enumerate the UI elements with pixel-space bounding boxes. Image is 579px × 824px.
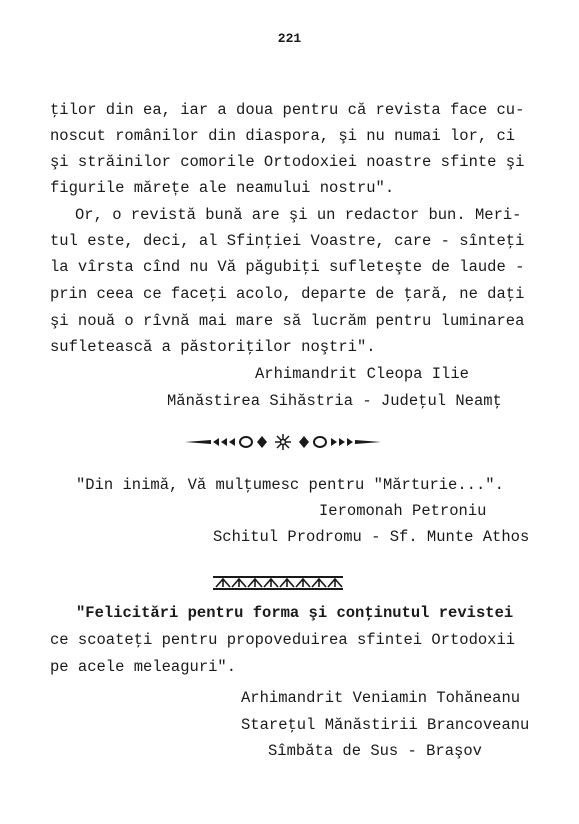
body-line: pe acele meleaguri". [50, 658, 237, 676]
signature-location: Schitul Prodromu - Sf. Munte Athos [213, 528, 530, 546]
signature-location: Mănăstirea Sihăstria - Judeţul Neamţ [167, 392, 502, 410]
body-line: noscut românilor din diaspora, şi nu numai lor, ci [50, 127, 516, 145]
signature-title: Stareţul Mănăstirii Brancoveanu [241, 716, 530, 734]
body-line: Or, o revistă bună are şi un redactor bun. Meri- [75, 206, 522, 224]
body-line: tul este, deci, al Sfinţiei Voastre, care - sînteţi [50, 232, 525, 250]
body-line: şi nouă o rîvnă mai mare să lucrăm pentru luminarea [50, 312, 525, 330]
body-line: figurile mărețe ale neamului nostru". [50, 179, 395, 197]
signature-name: Ieromonah Petroniu [319, 502, 487, 520]
body-line: ce scoateţi pentru propoveduirea sfintei Ortodoxii [50, 631, 516, 649]
body-line: ţilor din ea, iar a doua pentru că revista face cu- [50, 101, 525, 119]
body-line: sufletească a păstoriţilor noştri". [50, 338, 376, 356]
body-line: şi străinilor comorile Ortodoxiei noastre sfinte şi [50, 153, 525, 171]
body-line: "Din inimă, Vă mulţumesc pentru "Mărturie...". [76, 476, 504, 494]
signature-name: Arhimandrit Veniamin Tohăneanu [241, 689, 521, 707]
body-line: "Felicitări pentru forma şi conţinutul revistei [76, 604, 514, 622]
ornamental-line-divider [183, 432, 383, 452]
ornamental-band-divider [213, 575, 343, 591]
page-number: 221 [277, 31, 302, 46]
signature-location: Sîmbăta de Sus - Braşov [268, 742, 482, 760]
signature-name: Arhimandrit Cleopa Ilie [255, 365, 469, 383]
body-line: prin ceea ce faceţi acolo, departe de ţară, ne daţi [50, 285, 525, 303]
body-line: la vîrsta cînd nu Vă păgubiţi sufleteşte de laude - [50, 258, 525, 276]
